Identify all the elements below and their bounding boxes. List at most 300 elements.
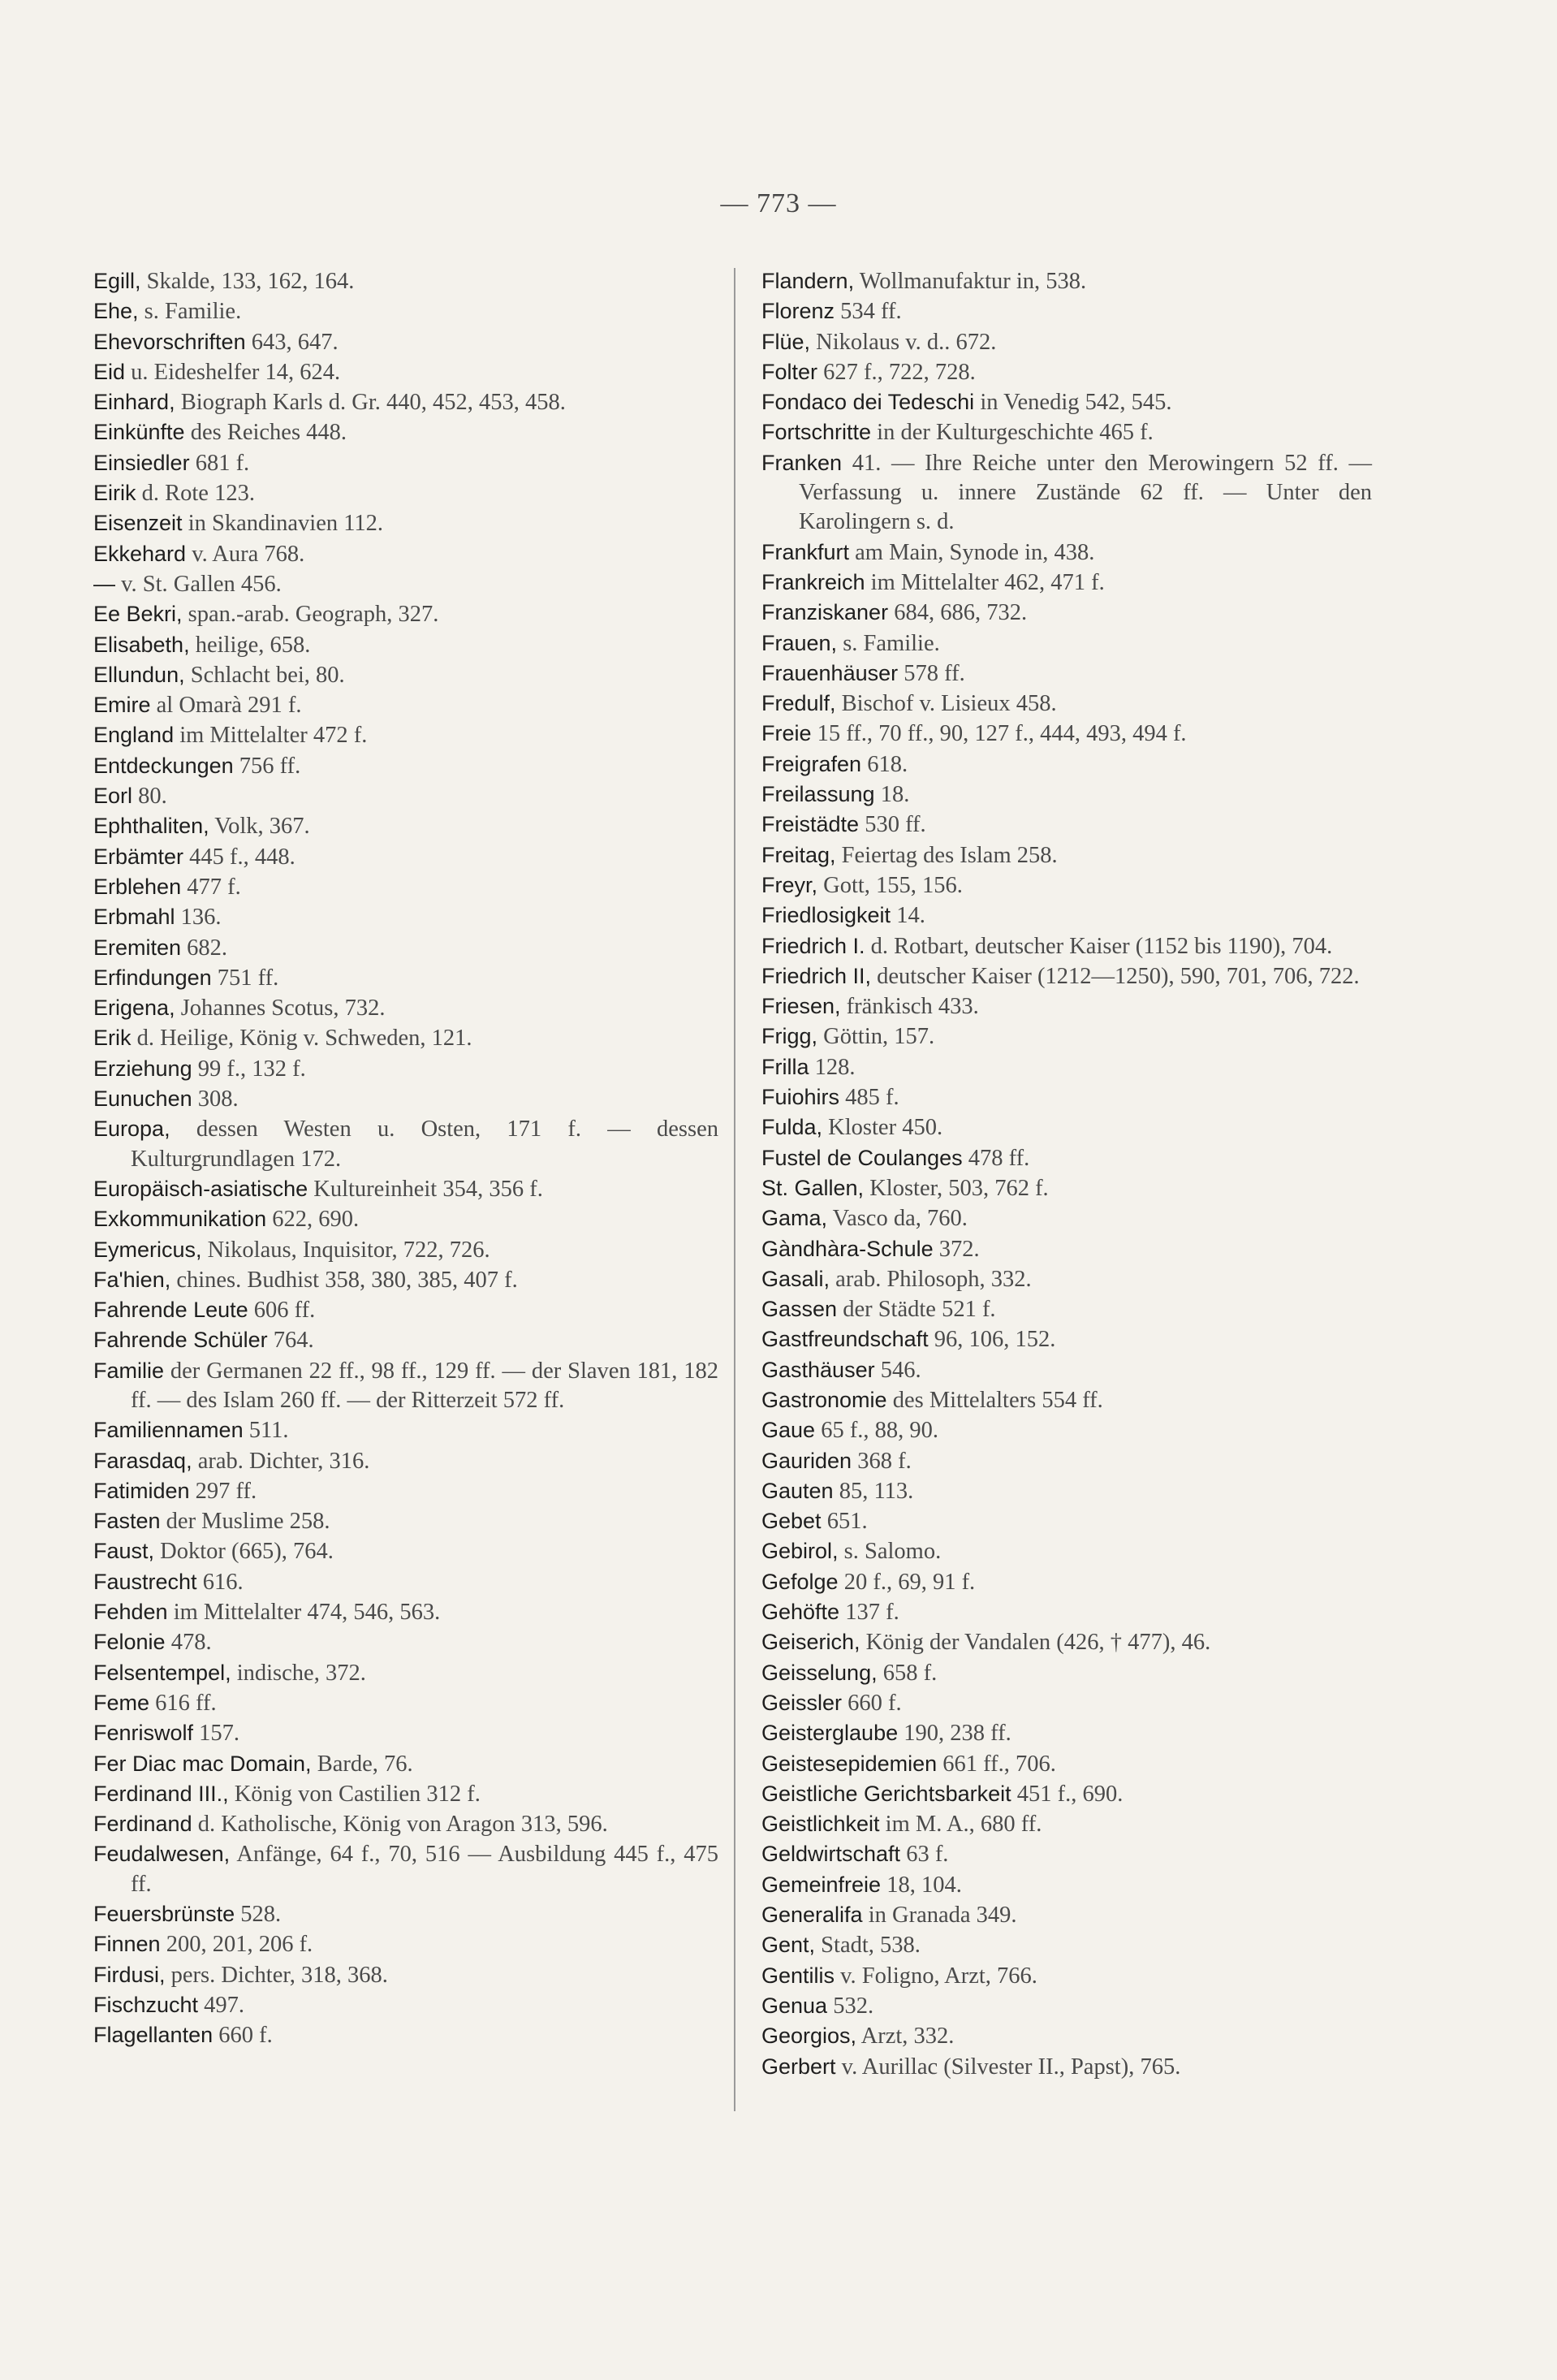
index-entry-details: v. St. Gallen 456. xyxy=(115,571,282,597)
index-entry-headword: Eunuchen xyxy=(93,1086,192,1112)
index-entry-headword: Geisselung, xyxy=(761,1660,878,1685)
index-entry-headword: Franken xyxy=(761,450,843,475)
index-entry-headword: Exkommunikation xyxy=(93,1207,267,1232)
index-entry-headword: Europa, xyxy=(93,1117,170,1142)
index-entry xyxy=(761,1749,1372,1779)
index-entry-details: Stadt, 538. xyxy=(815,1933,921,1959)
index-entry xyxy=(93,1506,718,1536)
index-entry-details: der Städte 521 f. xyxy=(837,1297,996,1323)
index-entry-details: 65 f., 88, 90. xyxy=(815,1418,939,1444)
index-entry xyxy=(761,901,1372,931)
index-entry xyxy=(761,1809,1372,1839)
index-entry xyxy=(761,1961,1372,1991)
index-entry xyxy=(761,719,1372,749)
index-entry-headword: Gassen xyxy=(761,1297,838,1322)
index-entry-details: 651. xyxy=(821,1509,868,1535)
index-entry xyxy=(761,1173,1372,1203)
index-entry-headword: Fasten xyxy=(93,1509,161,1534)
index-entry-details: 63 f. xyxy=(900,1842,949,1868)
index-entry-headword: Generalifa xyxy=(761,1903,863,1928)
index-entry-headword: Friedlosigkeit xyxy=(761,903,891,928)
index-entry-details: 661 ff., 706. xyxy=(937,1751,1056,1777)
index-entry-headword: Fer Diac mac Domain, xyxy=(93,1751,312,1776)
index-entry-headword: Gentilis xyxy=(761,1963,835,1988)
index-entry-details: 478 ff. xyxy=(962,1145,1030,1171)
index-entry-headword: Eirik xyxy=(93,481,136,506)
index-entry-details: v. Foligno, Arzt, 766. xyxy=(835,1963,1037,1989)
index-entry xyxy=(761,1930,1372,1960)
index-entry xyxy=(761,1627,1372,1657)
index-entry-headword: Egill, xyxy=(93,269,141,293)
index-entry xyxy=(761,1264,1372,1294)
index-entry-headword: Ehe, xyxy=(93,299,139,324)
index-entry xyxy=(761,659,1372,689)
index-entry-headword: Freigrafen xyxy=(761,751,862,776)
index-entry xyxy=(93,1023,718,1053)
index-entry-headword: Gebirol, xyxy=(761,1539,839,1564)
index-entry-headword: Erik xyxy=(93,1026,132,1051)
index-entry xyxy=(93,296,718,326)
index-entry-headword: Ekkehard xyxy=(93,541,187,566)
index-entry-details: 478. xyxy=(165,1630,212,1656)
index-entry-details: 682. xyxy=(181,935,228,961)
index-entry xyxy=(93,1567,718,1597)
index-entry-details: 297 ff. xyxy=(189,1478,257,1504)
index-entry-headword: Gefolge xyxy=(761,1569,839,1594)
index-column-left xyxy=(93,266,718,2051)
index-entry xyxy=(93,1658,718,1688)
index-entry-details: 485 f. xyxy=(839,1085,899,1111)
index-entry xyxy=(761,1536,1372,1566)
index-entry xyxy=(93,569,718,599)
index-entry-details: 14. xyxy=(891,903,925,929)
index-entry-headword: Gerbert xyxy=(761,2054,836,2079)
index-entry-details: Bischof v. Lisieux 458. xyxy=(835,691,1057,717)
index-entry xyxy=(761,1022,1372,1052)
index-entry-details: im Mittelalter 474, 546, 563. xyxy=(167,1600,441,1626)
index-entry-headword: Flagellanten xyxy=(93,2023,213,2048)
index-entry-details: 751 ff. xyxy=(211,965,279,991)
index-entry-details: 681 f. xyxy=(189,450,250,476)
index-entry xyxy=(761,1839,1372,1869)
index-entry xyxy=(761,1355,1372,1385)
index-entry-details: der Muslime 258. xyxy=(160,1509,330,1535)
index-entry-details: span.-arab. Geograph, 327. xyxy=(182,602,439,628)
index-entry-headword: Genua xyxy=(761,1993,828,2018)
index-entry xyxy=(761,1143,1372,1173)
index-entry-details: arab. Philosoph, 332. xyxy=(830,1266,1032,1292)
index-entry-headword: Georgios, xyxy=(761,2024,857,2049)
index-entry-details: d. Heilige, König v. Schweden, 121. xyxy=(131,1026,472,1052)
index-entry-headword: Freilassung xyxy=(761,782,875,807)
index-entry xyxy=(93,842,718,872)
index-entry-headword: Geistlichkeit xyxy=(761,1812,880,1837)
index-entry xyxy=(93,963,718,993)
index-entry-headword: Friedrich II, xyxy=(761,963,872,988)
index-entry xyxy=(761,1082,1372,1112)
index-column-right xyxy=(761,266,1372,2082)
index-entry-details: König von Castilien 312 f. xyxy=(228,1781,481,1807)
index-entry xyxy=(761,387,1372,417)
index-entry-headword: Gauten xyxy=(761,1478,834,1503)
index-entry xyxy=(93,1899,718,1929)
index-entry-details: 99 f., 132 f. xyxy=(192,1056,306,1082)
index-entry xyxy=(761,1112,1372,1142)
index-entry xyxy=(761,628,1372,659)
index-entry-headword: Familiennamen xyxy=(93,1418,244,1443)
index-entry-details: 684, 686, 732. xyxy=(888,600,1028,626)
index-entry-headword: Ehevorschriften xyxy=(93,329,246,354)
index-entry-details: 606 ff. xyxy=(248,1298,316,1324)
index-entry-headword: Gent, xyxy=(761,1933,816,1958)
index-entry-headword: Gama, xyxy=(761,1206,828,1231)
index-entry-details: u. Eideshelfer 14, 624. xyxy=(125,359,341,385)
index-entry-headword: Fondaco dei Tedeschi xyxy=(761,390,975,415)
index-entry-headword: Einsiedler xyxy=(93,450,190,475)
index-entry-details: 643, 647. xyxy=(245,329,339,355)
index-entry xyxy=(93,902,718,932)
index-entry-headword: Erbämter xyxy=(93,844,184,869)
index-entry-details: 618. xyxy=(861,751,908,777)
index-entry-headword: Erigena, xyxy=(93,996,175,1021)
index-entry-details: 308. xyxy=(192,1086,239,1112)
index-entry-headword: Folter xyxy=(761,359,818,384)
index-entry xyxy=(761,1718,1372,1748)
index-entry-details: Nikolaus, Inquisitor, 722, 726. xyxy=(201,1237,490,1263)
index-entry-headword: Fustel de Coulanges xyxy=(761,1145,963,1170)
index-entry-details: 18, 104. xyxy=(881,1872,962,1898)
index-entry-details: 128. xyxy=(809,1054,856,1080)
index-entry-headword: Europäisch-asiatische xyxy=(93,1176,308,1201)
index-entry xyxy=(761,1506,1372,1536)
index-entry-details: 511. xyxy=(243,1418,289,1444)
index-entry xyxy=(761,1052,1372,1082)
index-entry xyxy=(761,1203,1372,1233)
index-entry-details: s. Salomo. xyxy=(838,1539,942,1565)
index-entry-headword: Frigg, xyxy=(761,1024,818,1049)
index-entry-headword: Freie xyxy=(761,721,812,746)
index-entry-details: v. Aura 768. xyxy=(186,541,305,567)
index-entry-headword: Ephthaliten, xyxy=(93,814,209,839)
index-entry-headword: Gastfreundschaft xyxy=(761,1327,929,1352)
index-entry-details: Wollmanufaktur in, 538. xyxy=(854,269,1087,294)
index-entry-details: Göttin, 157. xyxy=(817,1024,935,1050)
index-entry xyxy=(93,387,718,417)
index-entry-details: 372. xyxy=(933,1236,980,1262)
index-entry-details: 368 f. xyxy=(852,1448,912,1474)
index-entry-details: al Omarà 291 f. xyxy=(150,693,302,719)
index-entry xyxy=(761,931,1372,961)
index-entry-headword: Gasthäuser xyxy=(761,1357,875,1382)
index-entry-details: 136. xyxy=(175,905,222,931)
index-entry xyxy=(93,1235,718,1265)
index-entry xyxy=(93,1839,718,1899)
index-entry-headword: Ellundun, xyxy=(93,662,185,687)
index-entry xyxy=(93,417,718,447)
index-entry-details: 578 ff. xyxy=(898,660,965,686)
index-entry xyxy=(761,991,1372,1022)
index-entry-details: 616 ff. xyxy=(149,1690,217,1716)
index-entry-details: fränkisch 433. xyxy=(840,994,979,1020)
index-entry xyxy=(761,568,1372,598)
index-entry-details: 451 f., 690. xyxy=(1011,1781,1124,1807)
index-entry xyxy=(761,296,1372,326)
index-entry xyxy=(93,508,718,538)
index-entry-details: Arzt, 332. xyxy=(856,2024,955,2050)
index-entry-details: 528. xyxy=(235,1902,282,1928)
index-entry-headword: Faustrecht xyxy=(93,1569,197,1594)
index-entry-headword: Gasali, xyxy=(761,1266,830,1291)
index-entry-details: in Granada 349. xyxy=(862,1903,1017,1929)
index-entry-details: im Mittelalter 462, 471 f. xyxy=(865,569,1105,595)
index-entry-details: in Skandinavien 112. xyxy=(182,511,384,537)
index-entry xyxy=(761,1567,1372,1597)
index-entry-details: 15 ff., 70 ff., 90, 127 f., 444, 493, 494 f. xyxy=(811,721,1187,747)
index-entry-headword: Eisenzeit xyxy=(93,511,183,536)
index-entry xyxy=(93,1054,718,1084)
index-entry-details: 157. xyxy=(193,1721,240,1747)
index-entry xyxy=(761,1597,1372,1627)
index-entry-details: d. Katholische, König von Aragon 313, 596. xyxy=(192,1812,608,1838)
index-entry xyxy=(761,2052,1372,2082)
index-entry-headword: Fuiohirs xyxy=(761,1085,840,1110)
index-entry-headword: Fenriswolf xyxy=(93,1721,194,1746)
index-entry xyxy=(93,1204,718,1234)
index-entry-headword: St. Gallen, xyxy=(761,1175,865,1200)
index-entry-details: Gott, 155, 156. xyxy=(817,872,963,898)
index-entry xyxy=(761,961,1372,991)
index-entry xyxy=(93,933,718,963)
index-entry-headword: — xyxy=(93,571,115,596)
index-entry-headword: Geldwirtschaft xyxy=(761,1842,901,1867)
index-entry-headword: Gàndhàra-Schule xyxy=(761,1236,934,1261)
index-entry-headword: Franziskaner xyxy=(761,600,889,625)
index-entry-headword: Ferdinand III., xyxy=(93,1781,229,1806)
index-entry-details: d. Rotbart, deutscher Kaiser (1152 bis 1190), 704. xyxy=(865,933,1333,959)
index-entry-details: chines. Budhist 358, 380, 385, 407 f. xyxy=(170,1267,518,1293)
index-entry-details: Johannes Scotus, 732. xyxy=(175,996,386,1022)
index-entry-details: 445 f., 448. xyxy=(183,844,295,870)
index-entry xyxy=(761,1415,1372,1445)
index-entry-details: v. Aurillac (Silvester II., Papst), 765. xyxy=(835,2054,1181,2080)
index-entry-headword: Friesen, xyxy=(761,994,841,1019)
index-entry xyxy=(93,1688,718,1718)
index-entry-headword: Geisterglaube xyxy=(761,1721,899,1746)
index-entry-details: 534 ff. xyxy=(835,299,902,325)
index-entry-details: Nikolaus v. d.. 672. xyxy=(810,329,997,355)
index-entry xyxy=(93,720,718,750)
index-entry xyxy=(761,1294,1372,1324)
index-entry-headword: Geissler xyxy=(761,1690,843,1715)
index-entry xyxy=(93,751,718,781)
index-entry-headword: Gauriden xyxy=(761,1448,852,1473)
index-entry-details: 80. xyxy=(132,784,167,810)
index-entry xyxy=(93,357,718,387)
index-entry-headword: Geistesepidemien xyxy=(761,1751,938,1776)
index-entry-details: im Mittelalter 472 f. xyxy=(174,723,368,749)
index-entry-headword: Einkünfte xyxy=(93,420,185,445)
index-entry-headword: Erfindungen xyxy=(93,965,212,990)
index-entry xyxy=(93,1415,718,1445)
index-entry-details: 530 ff. xyxy=(859,812,926,838)
index-entry-details: 660 f. xyxy=(842,1690,902,1716)
index-entry-details: König der Vandalen (426, † 477), 46. xyxy=(860,1630,1211,1656)
index-entry xyxy=(93,327,718,357)
index-entry-details: 190, 238 ff. xyxy=(898,1721,1011,1747)
index-entry xyxy=(93,630,718,660)
index-entry-headword: Freistädte xyxy=(761,812,860,837)
index-entry xyxy=(93,811,718,841)
index-entry-details: deutscher Kaiser (1212—1250), 590, 701, 706, 722. xyxy=(871,963,1360,989)
index-entry xyxy=(93,1627,718,1657)
index-entry-details: in der Kulturgeschichte 465 f. xyxy=(871,420,1154,446)
index-entry xyxy=(761,870,1372,901)
index-entry-headword: Eid xyxy=(93,359,126,384)
index-entry-details: s. Familie. xyxy=(138,299,242,325)
index-entry xyxy=(761,1779,1372,1809)
index-entry-headword: Eremiten xyxy=(93,935,182,960)
index-entry xyxy=(93,1809,718,1839)
index-entry-headword: Fischzucht xyxy=(93,1992,199,2017)
page-number: — 773 — xyxy=(720,188,837,218)
index-entry-details: 85, 113. xyxy=(833,1478,914,1504)
index-entry-headword: Ferdinand xyxy=(93,1812,192,1837)
index-entry-headword: Flüe, xyxy=(761,329,811,354)
index-entry-headword: Fa'hien, xyxy=(93,1267,171,1292)
index-entry xyxy=(761,1900,1372,1930)
index-entry-details: 20 f., 69, 91 f. xyxy=(838,1569,976,1595)
index-entry-headword: Familie xyxy=(93,1358,165,1383)
index-entry xyxy=(93,993,718,1023)
index-entry xyxy=(761,689,1372,719)
index-entry-details: 497. xyxy=(198,1992,245,2018)
index-entry-details: Kultureinheit 354, 356 f. xyxy=(308,1176,543,1202)
index-entry xyxy=(761,2021,1372,2051)
index-entry-details: 137 f. xyxy=(839,1600,899,1626)
index-entry-details: der Germanen 22 ff., 98 ff., 129 ff. — der Slaven 181, 182 ff. — des Islam 260 ff. — der Ritterzeit 572 ff. xyxy=(131,1358,718,1413)
index-entry xyxy=(761,1385,1372,1415)
index-entry xyxy=(93,1325,718,1355)
index-entry-headword: Gebet xyxy=(761,1509,822,1534)
index-entry-details: im M. A., 680 ff. xyxy=(879,1812,1042,1838)
index-entry-headword: Fredulf, xyxy=(761,691,836,716)
index-entry-details: Doktor (665), 764. xyxy=(154,1539,334,1565)
index-entry xyxy=(761,1658,1372,1688)
index-entry-details: s. Familie. xyxy=(837,630,940,656)
index-entry-headword: Frankfurt xyxy=(761,539,850,564)
index-entry-details: des Reiches 448. xyxy=(184,420,347,446)
index-entry xyxy=(93,781,718,811)
index-entry-details: 477 f. xyxy=(181,874,241,900)
index-entry-details: am Main, Synode in, 438. xyxy=(849,539,1095,565)
index-entry xyxy=(93,1295,718,1325)
index-entry-details: Volk, 367. xyxy=(209,814,310,840)
index-entry xyxy=(761,1991,1372,2021)
index-entry-details: Anfänge, 64 f., 70, 516 — Ausbildung 445 f., 475 ff. xyxy=(131,1842,718,1897)
index-entry-headword: Flandern, xyxy=(761,269,855,293)
index-entry xyxy=(761,357,1372,387)
index-entry-headword: Frilla xyxy=(761,1054,809,1079)
index-entry-details: 546. xyxy=(874,1357,921,1383)
index-entry xyxy=(93,1960,718,1990)
index-entry-headword: Gastronomie xyxy=(761,1387,887,1412)
index-entry-details: 622, 690. xyxy=(266,1207,360,1233)
index-entry xyxy=(761,266,1372,296)
index-entry-details: d. Rote 123. xyxy=(136,481,255,507)
index-entry-headword: Fahrende Schüler xyxy=(93,1328,268,1353)
index-entry xyxy=(761,1234,1372,1264)
index-entry-headword: Freyr, xyxy=(761,872,818,897)
index-entry xyxy=(761,749,1372,780)
index-entry-headword: Fatimiden xyxy=(93,1478,190,1503)
index-entry-details: 41. — Ihre Reiche unter den Merowingern 52 ff. — Verfassung u. innere Zustände 62 ff. — Unter den Karolingern s. d. xyxy=(799,450,1372,535)
index-entry-details: Vasco da, 760. xyxy=(827,1206,968,1232)
index-entry-details: 18. xyxy=(874,782,910,808)
index-entry-details: 660 f. xyxy=(213,2023,273,2049)
index-entry-headword: Frankreich xyxy=(761,569,865,594)
index-entry xyxy=(93,1114,718,1174)
index-entry-headword: Felonie xyxy=(93,1630,166,1655)
index-entry xyxy=(93,1990,718,2020)
index-entry-headword: Fulda, xyxy=(761,1115,823,1140)
index-entry xyxy=(93,1174,718,1204)
index-entry-details: Skalde, 133, 162, 164. xyxy=(140,269,355,294)
index-entry-headword: Faust, xyxy=(93,1539,155,1564)
index-entry-headword: Geiserich, xyxy=(761,1630,860,1655)
index-entry-details: 96, 106, 152. xyxy=(928,1327,1056,1353)
index-entry xyxy=(93,1597,718,1627)
index-entry-headword: Erziehung xyxy=(93,1056,192,1081)
index-entry-details: Barde, 76. xyxy=(311,1751,413,1777)
index-entry xyxy=(93,599,718,629)
index-entry-headword: Frauen, xyxy=(761,630,838,655)
index-entry-headword: Fortschritte xyxy=(761,420,872,445)
index-entry-details: 658 f. xyxy=(877,1660,938,1686)
index-entry-headword: Eymericus, xyxy=(93,1237,202,1262)
index-entry xyxy=(93,1084,718,1114)
index-entry-headword: Feuersbrünste xyxy=(93,1902,235,1927)
index-entry-headword: Felsentempel, xyxy=(93,1660,231,1685)
index-entry xyxy=(761,1476,1372,1506)
index-entry-details: 532. xyxy=(827,1993,874,2019)
index-entry-headword: Feme xyxy=(93,1690,150,1715)
index-entry-details: des Mittelalters 554 ff. xyxy=(886,1387,1103,1413)
index-entry-headword: England xyxy=(93,723,175,748)
index-entry xyxy=(93,660,718,690)
index-entry xyxy=(761,327,1372,357)
index-entry-details: heilige, 658. xyxy=(189,632,311,658)
index-entry-details: Schlacht bei, 80. xyxy=(184,662,345,688)
index-entry-headword: Gemeinfreie xyxy=(761,1872,882,1897)
index-entry-headword: Firdusi, xyxy=(93,1962,166,1987)
index-entry xyxy=(93,1749,718,1779)
index-entry-headword: Entdeckungen xyxy=(93,753,234,778)
index-entry-headword: Fahrende Leute xyxy=(93,1298,248,1323)
index-entry-headword: Eorl xyxy=(93,784,133,809)
index-entry-details: 756 ff. xyxy=(233,753,301,779)
index-entry-headword: Freitag, xyxy=(761,842,836,867)
index-entry-headword: Einhard, xyxy=(93,390,175,415)
index-entry-details: Kloster 450. xyxy=(822,1115,943,1141)
index-entry-details: Kloster, 503, 762 f. xyxy=(864,1175,1049,1201)
index-entry-details: 200, 201, 206 f. xyxy=(160,1932,313,1958)
index-entry-headword: Friedrich I. xyxy=(761,933,865,958)
index-entry xyxy=(761,598,1372,628)
index-entry xyxy=(93,539,718,569)
index-entry xyxy=(761,810,1372,840)
index-entry-headword: Erbmahl xyxy=(93,905,175,930)
index-entry-headword: Frauenhäuser xyxy=(761,660,899,685)
